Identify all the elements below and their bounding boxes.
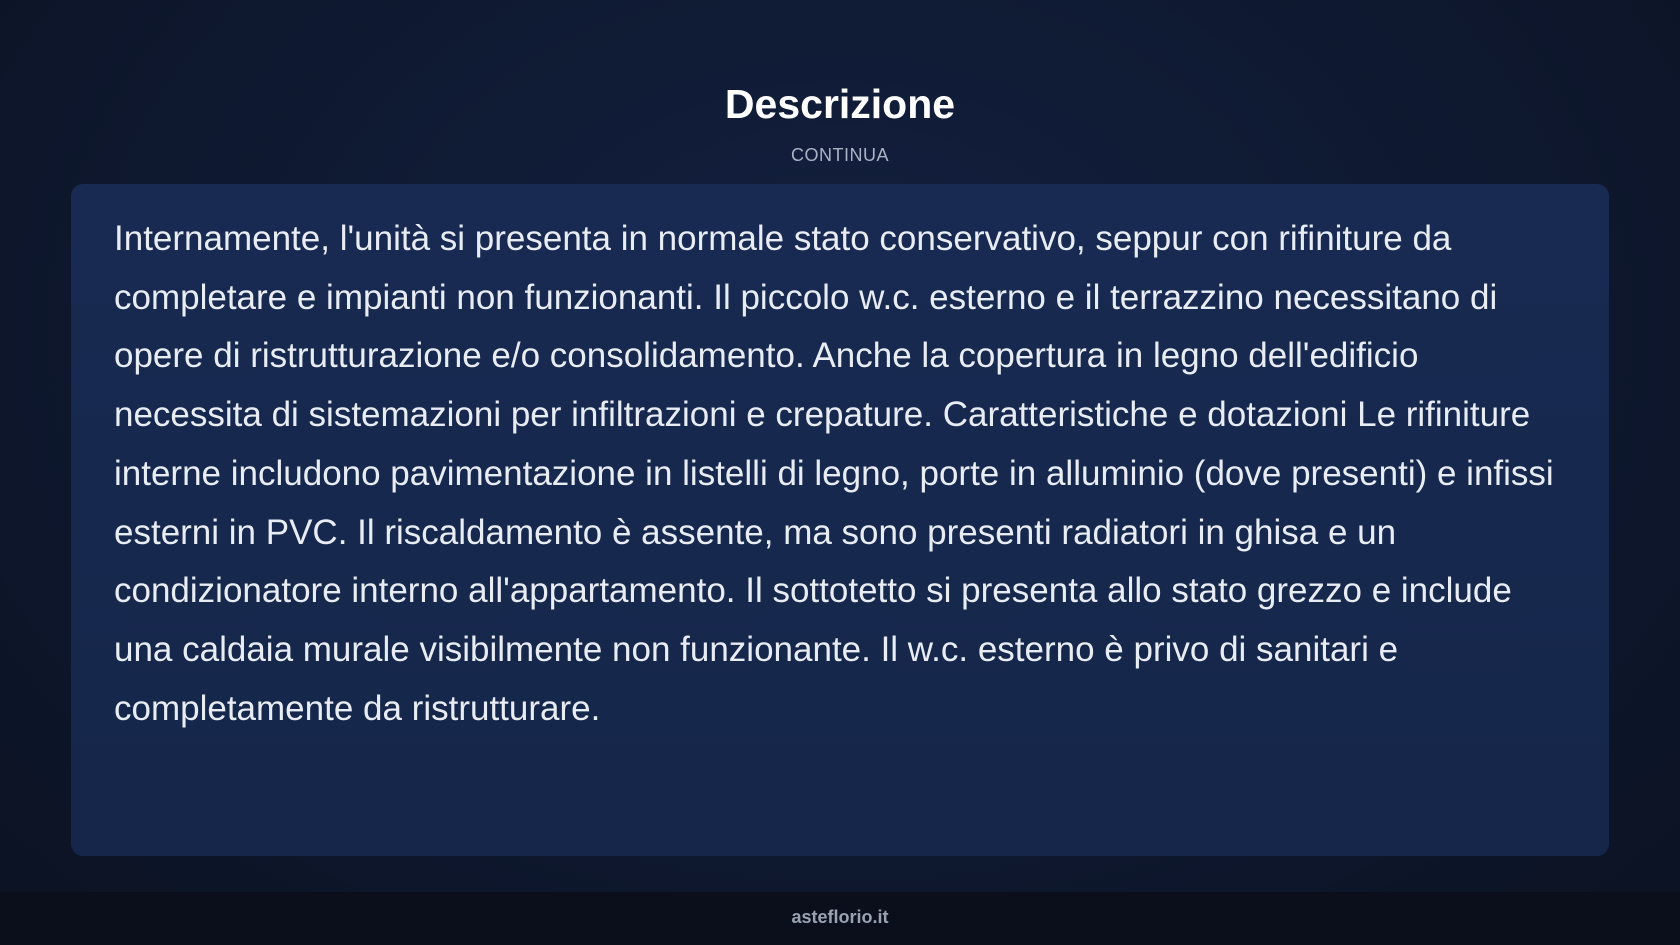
footer-bar	[0, 892, 1680, 945]
footer-site-label: asteflorio.it	[791, 907, 889, 927]
page-header	[0, 78, 1680, 166]
description-card	[71, 184, 1609, 856]
description-text: Internamente, l'unità si presenta in normale stato conservativo, seppur con rifiniture da completare e impianti non funzionanti. Il piccolo w.c. esterno e il terrazzino necessitano di opere di ristrutturazione e/o consolidamento. Anche la copertura in legno dell'edificio necessita di sistemazioni per infiltrazioni e crepature. Caratteristiche e dotazioni Le rifiniture interne includono pavimentazione in listelli di legno, porte in alluminio (dove presenti) e infissi esterni in PVC. Il riscaldamento è assente, ma sono presenti radiatori in ghisa e un condizionatore interno all'appartamento. Il sottotetto si presenta allo stato grezzo e include una caldaia murale visibilmente non funzionante. Il w.c. esterno è privo di sanitari e completamente da ristrutturare.	[114, 219, 1554, 728]
page-subtitle: CONTINUA	[791, 145, 889, 165]
page-title: Descrizione	[724, 81, 956, 127]
